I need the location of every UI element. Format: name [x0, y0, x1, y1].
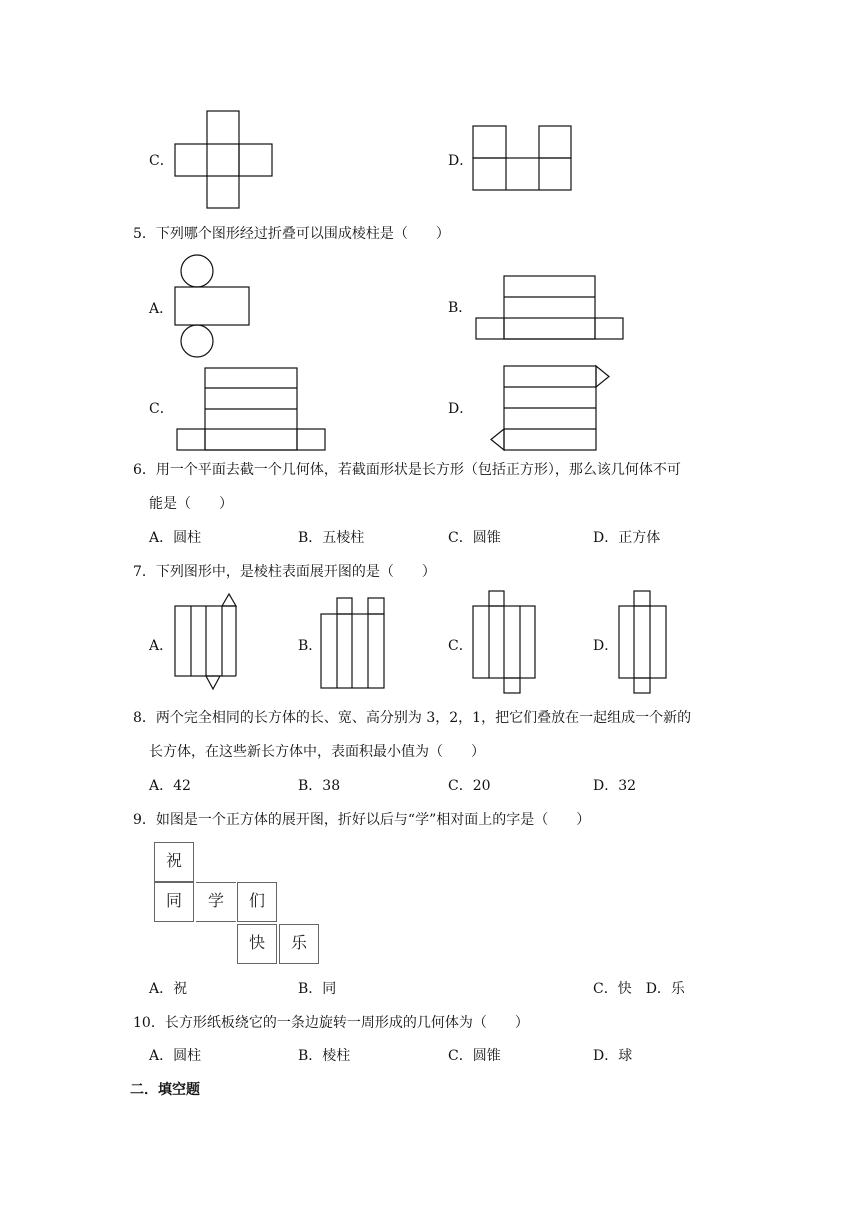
q6-option-d: D．正方体: [593, 530, 661, 546]
q9-option-a: A．祝: [149, 981, 188, 997]
q9-net-cell: 快: [237, 924, 277, 964]
q6-option-a: A．圆柱: [149, 530, 202, 546]
q8-option-d: D．32: [593, 778, 637, 794]
q7-stem: 7．下列图形中，是棱柱表面展开图的是（ ）: [133, 564, 436, 580]
q8-stem-line-2: 长方体，在这些新长方体中，表面积最小值为（ ）: [149, 744, 485, 760]
q5-option-d-label: D．: [448, 401, 474, 417]
q4-option-c-label: C．: [149, 153, 174, 169]
q10-option-d: D．球: [593, 1048, 633, 1064]
q9-option-b: B．同: [298, 981, 337, 997]
q9-net-cell: 同: [154, 882, 194, 922]
q7-option-d-label: D．: [593, 638, 619, 654]
q9-net-cell: 乐: [279, 924, 319, 964]
q4-option-d-label: D．: [448, 153, 474, 169]
q10-option-c: C．圆锥: [448, 1048, 501, 1064]
q9-net-cell: 学: [196, 882, 236, 922]
q9-stem: 9．如图是一个正方体的展开图，折好以后与“学”相对面上的字是（ ）: [133, 812, 591, 828]
q10-stem: 10．长方形纸板绕它的一条边旋转一周形成的几何体为（ ）: [133, 1015, 529, 1031]
q7-option-c-label: C．: [448, 638, 473, 654]
section-2-heading: 二．填空题: [130, 1082, 200, 1098]
q10-option-a: A．圆柱: [149, 1048, 202, 1064]
q7-option-b-label: B．: [298, 638, 323, 654]
q9-net-cell: 们: [237, 882, 277, 922]
q8-stem-line-1: 8．两个完全相同的长方体的长、宽、高分别为 3，2，1，把它们叠放在一起组成一个新的: [133, 710, 692, 726]
q8-option-a: A．42: [149, 778, 191, 794]
q6-stem-line-2: 能是（ ）: [149, 496, 233, 512]
q6-option-b: B．五棱柱: [298, 530, 365, 546]
q5-option-a-label: A．: [149, 301, 174, 317]
q9-option-c-d: C．快 D．乐: [593, 981, 685, 997]
q8-option-b: B．38: [298, 778, 341, 794]
q5-stem: 5．下列哪个图形经过折叠可以围成棱柱是（ ）: [133, 226, 450, 242]
q6-stem-line-1: 6．用一个平面去截一个几何体，若截面形状是长方形（包括正方形），那么该几何体不可: [133, 462, 681, 478]
q9-net-cell: 祝: [154, 842, 194, 882]
q6-option-c: C．圆锥: [448, 530, 501, 546]
q8-option-c: C．20: [448, 778, 491, 794]
q5-option-c-label: C．: [149, 401, 174, 417]
q10-option-b: B．棱柱: [298, 1048, 351, 1064]
q5-option-b-label: B．: [448, 300, 473, 316]
q7-option-a-label: A．: [149, 638, 174, 654]
